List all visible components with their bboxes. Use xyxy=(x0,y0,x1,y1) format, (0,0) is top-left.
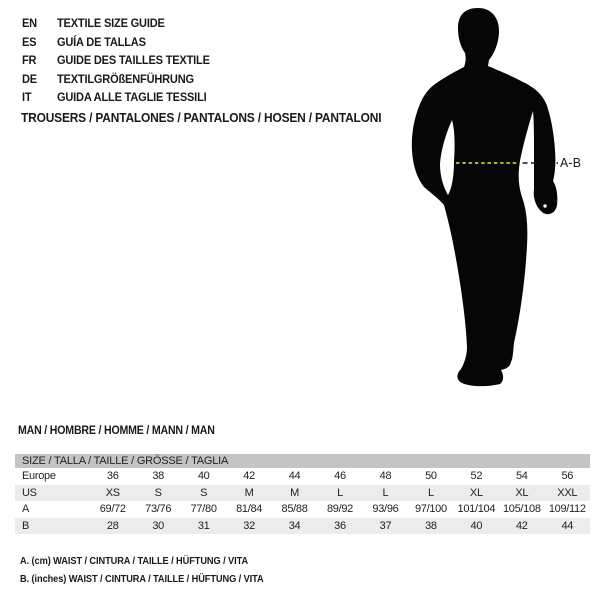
man-silhouette xyxy=(412,8,558,386)
size-value: S xyxy=(154,486,162,499)
size-value: 73/76 xyxy=(145,503,172,515)
size-value: 38 xyxy=(152,470,164,482)
language-title: GUIDE DES TAILLES TEXTILE xyxy=(56,53,210,67)
size-table-row-b xyxy=(15,518,590,535)
size-value: 38 xyxy=(425,519,437,532)
size-table-row-us xyxy=(15,485,590,502)
language-code: DE xyxy=(22,71,37,86)
language-title: TEXTILGRÖßENFÜHRUNG xyxy=(56,71,194,86)
language-title: GUÍA DE TALLAS xyxy=(56,34,146,49)
gender-label: MAN / HOMBRE / HOMME / MANN / MAN xyxy=(18,425,215,437)
language-code: FR xyxy=(22,53,37,67)
footnote-b: B. (inches) WAIST / CINTURA / TAILLE / HÜFTUNG / VITA xyxy=(20,572,264,585)
size-value: 36 xyxy=(334,519,346,532)
size-table-header: SIZE / TALLA / TAILLE / GRÖSSE / TAGLIA xyxy=(15,454,590,468)
size-value: 50 xyxy=(425,470,437,482)
size-value: L xyxy=(382,486,389,499)
size-value: 40 xyxy=(470,519,483,532)
size-table-row-europe xyxy=(15,468,590,485)
size-value: 54 xyxy=(515,470,528,482)
size-value: XL xyxy=(469,486,483,499)
size-value: 42 xyxy=(243,470,255,482)
size-value: 37 xyxy=(379,519,392,532)
size-value: 36 xyxy=(106,470,119,482)
size-value: XXL xyxy=(557,486,578,499)
size-value: 69/72 xyxy=(99,503,126,515)
language-code: IT xyxy=(22,90,32,104)
size-value: 93/96 xyxy=(372,503,399,515)
size-value: 89/92 xyxy=(326,503,353,515)
size-value: XS xyxy=(105,486,120,499)
language-row-es xyxy=(22,33,210,52)
size-value: 44 xyxy=(288,470,301,482)
size-value: 85/88 xyxy=(281,503,308,515)
size-value: M xyxy=(290,486,299,499)
size-value: 109/112 xyxy=(548,503,586,515)
size-value: M xyxy=(244,486,254,499)
language-code: EN xyxy=(22,16,37,30)
size-value: 32 xyxy=(243,519,255,532)
size-value: S xyxy=(200,486,208,499)
man-silhouette-figure xyxy=(405,0,600,420)
size-value: 34 xyxy=(288,519,301,532)
size-table-rows xyxy=(15,468,590,534)
size-value: 46 xyxy=(334,470,346,482)
size-value: 101/104 xyxy=(457,503,496,515)
size-value: L xyxy=(337,486,343,499)
language-row-fr xyxy=(22,51,210,70)
footnotes xyxy=(20,553,264,588)
language-row-en xyxy=(22,14,210,33)
size-value: 31 xyxy=(197,519,210,532)
row-label: A xyxy=(22,503,30,515)
size-value: 40 xyxy=(197,470,210,482)
size-value: XL xyxy=(515,486,529,499)
size-table-row-a xyxy=(15,501,590,518)
language-title-block xyxy=(22,14,210,107)
size-value: 30 xyxy=(152,519,164,532)
size-value: 52 xyxy=(470,470,483,482)
size-value: 48 xyxy=(379,470,392,482)
row-label: B xyxy=(22,519,30,532)
size-value: 97/100 xyxy=(414,503,447,515)
measure-label-a-b: A-B xyxy=(560,155,582,170)
size-table xyxy=(15,454,590,534)
language-title: TEXTILE SIZE GUIDE xyxy=(56,16,165,30)
size-value: 56 xyxy=(561,470,574,482)
size-value: 28 xyxy=(106,519,119,532)
size-value: 42 xyxy=(515,519,528,532)
size-value: 77/80 xyxy=(190,503,217,515)
size-value: L xyxy=(427,486,434,499)
language-title: GUIDA ALLE TAGLIE TESSILI xyxy=(56,90,207,104)
size-value: 105/108 xyxy=(502,503,541,515)
language-row-it xyxy=(22,88,210,107)
language-row-de xyxy=(22,70,210,89)
footnote-a: A. (cm) WAIST / CINTURA / TAILLE / HÜFTUNG / VITA xyxy=(20,555,249,567)
size-value: 81/84 xyxy=(236,503,263,515)
row-label: Europe xyxy=(22,470,56,482)
size-value: 44 xyxy=(561,519,574,532)
hand-detail xyxy=(543,204,546,207)
category-title: TROUSERS / PANTALONES / PANTALONS / HOSEN / PANTALONI xyxy=(21,110,382,125)
language-code: ES xyxy=(22,34,37,49)
row-label: US xyxy=(22,486,37,499)
